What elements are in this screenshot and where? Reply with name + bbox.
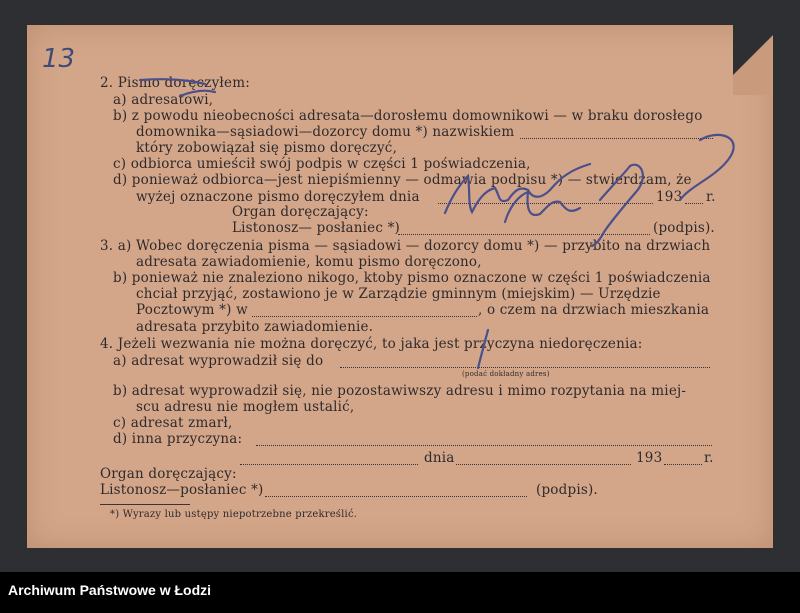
year2-prefix: 193 [636, 450, 663, 466]
option-4a: a) adresat wyprowadził się do [113, 353, 324, 369]
address-note: (podać dokładny adres) [462, 370, 550, 378]
delivery-date-label: wyżej oznaczone pismo doręczyłem dnia [136, 189, 420, 205]
option-2b-cont: domownika—sąsiadowi—dozorcy domu *) nazwiskiem [136, 124, 515, 140]
footnote: *) Wyrazy lub ustępy niepotrzebne przekreślić. [110, 509, 358, 520]
year-suffix: r. [706, 189, 716, 205]
option-4b: b) adresat wyprowadził się, nie pozostawiwszy adresu i mimo rozpytania na miej- [113, 383, 687, 399]
section-3b-cont2: , o czem na drzwiach mieszkania [478, 302, 710, 318]
post-office-label: Pocztowym *) w [136, 302, 248, 318]
section-2-heading: 2. Pismo doręczyłem: [100, 75, 250, 91]
date2-label: dnia [424, 450, 455, 466]
postman-label: Listonosz— posłaniec *) [232, 220, 401, 236]
option-2d: d) ponieważ odbiorca—jest niepiśmienny — odmawia podpisu *) — stwierdzam, że [113, 172, 692, 188]
pencil-number: 13 [42, 44, 76, 74]
section-3b-cont3: adresata przybito zawiadomienie. [136, 319, 374, 335]
option-4d: d) inna przyczyna: [113, 431, 243, 447]
postman2-label: Listonosz—posłaniec *) [100, 482, 264, 498]
signature-label: (podpis). [653, 220, 715, 236]
year2-suffix: r. [704, 450, 714, 466]
year-prefix: 193 [656, 189, 683, 205]
section-3b-cont: chciał przyjąć, zostawiono je w Zarządzie gminnym (miejskim) — Urzędzie [136, 286, 661, 302]
section-4-heading: 4. Jeżeli wezwania nie można doręczyć, to jaka jest przyczyna niedoręczenia: [100, 336, 643, 352]
signature2-label: (podpis). [536, 482, 598, 498]
section-3b: b) ponieważ nie znaleziono nikogo, ktoby pismo oznaczone w części 1 poświadczenia [113, 270, 711, 286]
archive-credit: Archiwum Państwowe w Łodzi [8, 582, 212, 598]
option-4b-cont: scu adresu nie mogłem ustalić, [136, 399, 355, 415]
section-3a: 3. a) Wobec doręczenia pisma — sąsiadowi — dozorcy domu *) — przybito na drzwiach [100, 238, 711, 254]
section-3a-cont: adresata zawiadomienie, komu pismo doręczono, [136, 254, 482, 270]
option-4c: c) adresat zmarł, [113, 415, 233, 431]
organ2-label: Organ doręczający: [100, 466, 237, 482]
option-2b: b) z powodu nieobecności adresata—dorosłemu domownikowi — w braku dorosłego [113, 108, 703, 124]
option-2b-cont2: który zobowiązał się pismo doręczyć, [136, 140, 398, 156]
option-2c: c) odbiorca umieścił swój podpis w części 1 poświadczenia, [113, 156, 531, 172]
organ-label: Organ doręczający: [232, 204, 369, 220]
option-2a: a) adresatowi, [113, 92, 214, 108]
